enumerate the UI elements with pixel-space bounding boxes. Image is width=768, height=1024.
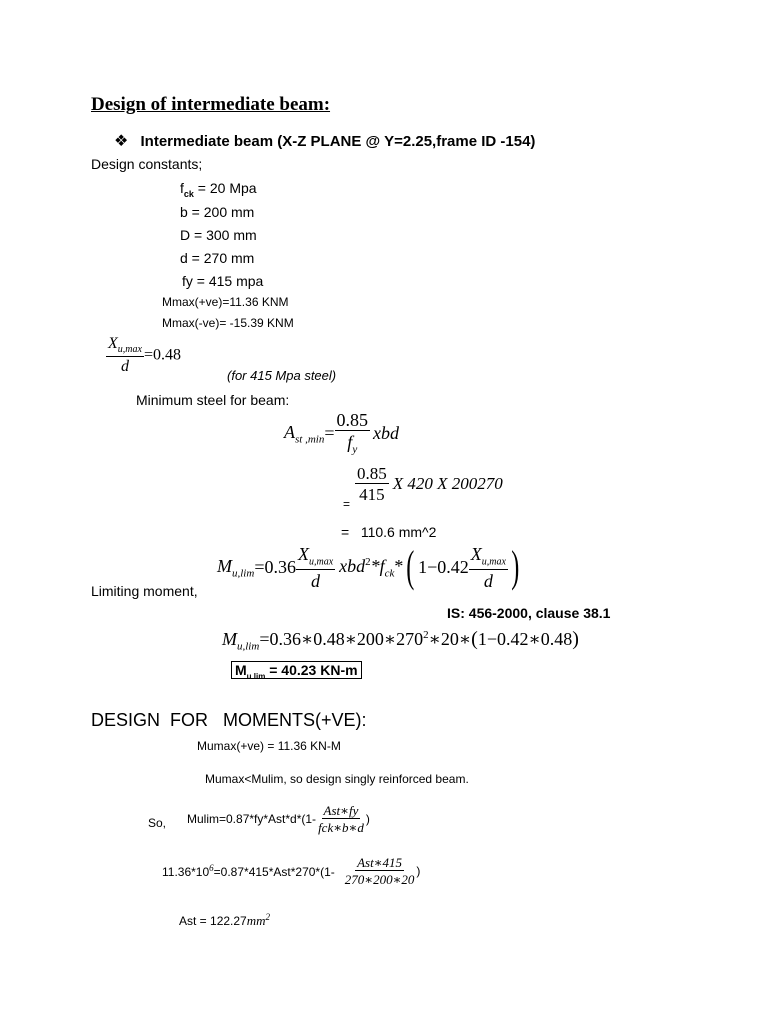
mulim-formula: Mulim=0.87*fy*Ast*d*(1- $\frac{\text{Ast∗fy}}{\text{fck∗b∗d}}$ ) bbox=[187, 803, 370, 835]
xu-ratio-note: (for 415 Mpa steel) bbox=[227, 368, 337, 383]
ast-min-equation: $A_{st ,min}=$ $\frac{0.85}{f_y}$ xbd bbox=[284, 410, 399, 456]
mmax-positive: Mmax(+ve)=11.36 KNM bbox=[162, 295, 289, 309]
min-steel-label: Minimum steel for beam: bbox=[136, 392, 290, 408]
paren-close: ) bbox=[511, 542, 520, 592]
section-title: Intermediate beam (X-Z PLANE @ Y=2.25,frame ID -154) bbox=[140, 133, 536, 150]
page-heading: Design of intermediate beam: bbox=[91, 94, 331, 115]
design-moments-title: DESIGN FOR MOMENTS(+VE): bbox=[91, 710, 367, 730]
mu-lim-formula: $M_{u,lim}=0.36$ $\frac{X_{u,max}}{d}$ $xbd^2*f_{ck}*$( 1−0.42 $\frac{X_{u,max}}{d}$ ) bbox=[217, 542, 520, 592]
ast-min-result: = 110.6 mm^2 bbox=[341, 524, 437, 540]
mmax-negative: Mmax(-ve)= -15.39 KNM bbox=[162, 316, 294, 330]
constant-D: D = 300 mm bbox=[180, 227, 257, 243]
mu-lim-result: $M_{u lim} = 40.23$ KN-m bbox=[231, 662, 362, 681]
code-reference: IS: 456-2000, clause 38.1 bbox=[447, 605, 611, 621]
mulim-substitution: $11.36*10^6=0.87*415*Ast*270*(1-$ $\frac{\text{Ast∗415}}{270∗200∗20}$ ) bbox=[162, 855, 421, 887]
ast-min-eq-sign-2: = bbox=[343, 497, 351, 511]
singly-reinforced-note: Mumax<Mulim, so design singly reinforced beam. bbox=[205, 772, 469, 786]
constant-b: b = 200 mm bbox=[180, 204, 255, 220]
constant-fck: $f_{ck} = 20$ Mpa bbox=[180, 180, 257, 199]
limiting-moment-label: Limiting moment, bbox=[91, 583, 198, 599]
paren-open: ( bbox=[406, 542, 415, 592]
mu-lim-substitution: $M_{u,lim}=0.36∗0.48∗200∗270^2∗20∗(1-0.42∗0.48)$ bbox=[222, 628, 579, 653]
ast-min-substitution: $\frac{0.85}{415}$ X 420 X 200270 bbox=[357, 464, 503, 504]
constant-d: d = 270 mm bbox=[180, 250, 255, 266]
xu-ratio-equation: $\frac{X_{u,max}}{d}$ =0.48 bbox=[108, 335, 181, 376]
section-title-row bbox=[114, 131, 535, 151]
ast-result: Ast = $122.27mm^2$ bbox=[179, 912, 270, 928]
mumax-positive: Mumax(+ve) = 11.36 KN-M bbox=[197, 739, 341, 753]
so-label: So, bbox=[148, 816, 167, 830]
constant-fy: fy = 415 mpa bbox=[182, 273, 264, 289]
constants-label: Design constants; bbox=[91, 156, 203, 172]
diamond-bullet-icon: ❖ bbox=[114, 133, 129, 150]
